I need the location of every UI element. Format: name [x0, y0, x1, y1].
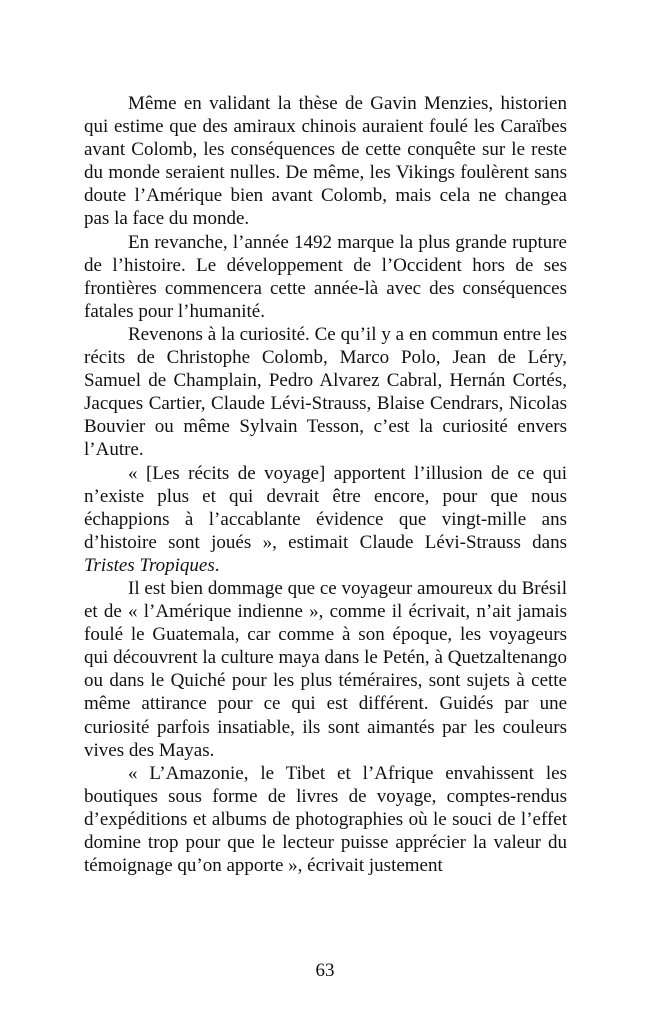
paragraph-menzies: Même en validant la thèse de Gavin Menzies, historien qui estime que des amiraux chinois auraient foulé les Caraïbes avant Colomb, les conséquences de cette conquête sur le reste du monde seraient nulles. De même, les Vikings foulèrent sans doute l’Amérique bien avant Colomb, mais cela ne changea pas la face du monde. [84, 93, 567, 230]
quote-end: . [214, 554, 220, 576]
book-title: Tristes Tropiques [84, 554, 215, 576]
body-text [84, 92, 567, 877]
paragraph-curiosite: Revenons à la curiosité. Ce qu’il y a en commun entre les récits de Christophe Colomb, Marco Polo, Jean de Léry, Samuel de Champlain, Pedro Alvarez Cabral, Hernán Cortés, Jacques Cartier, Claude Lévi-Strauss, Blaise Cendrars, Nicolas Bouvier ou même Sylvain Tesson, c’est la curiosité envers l’Autre. [84, 323, 567, 461]
paragraph-guatemala: Il est bien dommage que ce voyageur amoureux du Brésil et de « l’Amérique indienne », comme il écrivait, n’ait jamais foulé le Guatemala, car comme à son époque, les voyageurs qui découvrent la culture maya dans le Petén, à Quetzaltenango ou dans le Quiché pour les plus téméraires, sont sujets à cette même attirance pour ce qui est différent. Guidés par une curiosité parfois insatiable, ils sont aimantés par les couleurs vives des Mayas. [84, 577, 567, 761]
quote-text: « [Les récits de voyage] apportent l’illusion de ce qui n’existe plus et qui devrait être encore, pour que nous échappions à l’accablante évidence que vingt-mille ans d’histoire sont joués », estimait Claude Lévi-Strauss dans [84, 462, 567, 553]
page-number: 63 [315, 960, 335, 981]
paragraph-levi-strauss-quote [84, 462, 567, 577]
paragraph-1492: En revanche, l’année 1492 marque la plus grande rupture de l’histoire. Le développement de l’Occident hors de ses frontières commencera cette année-là avec des conséquences fatales pour l’humanité. [84, 231, 567, 322]
paragraph-amazonie-quote: « L’Amazonie, le Tibet et l’Afrique envahissent les boutiques sous forme de livres de voyage, comptes-rendus d’expéditions et albums de photographies où le souci de l’effet domine trop pour que le lecteur puisse apprécier la valeur du témoignage qu’on apporte », écrivait justement [84, 762, 567, 877]
